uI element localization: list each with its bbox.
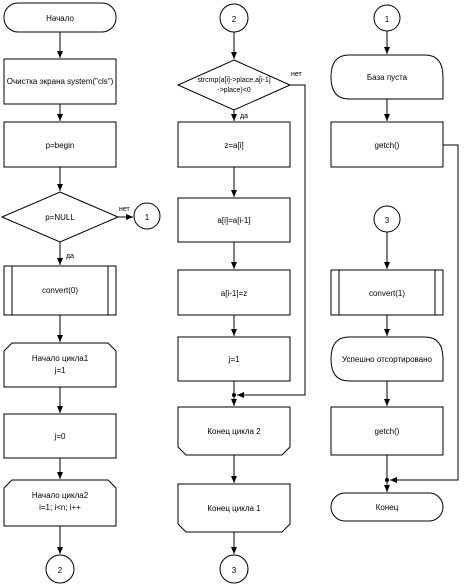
ai1-assign-text: a[i-1]=z <box>220 289 248 298</box>
db-empty-text: База пуста <box>366 73 408 82</box>
label-no-2: нет <box>291 71 302 78</box>
strcmp-decision <box>178 60 290 110</box>
connector-2-in-text: 2 <box>231 15 237 24</box>
getch-2-text: getch() <box>374 427 400 436</box>
j-1-text: j=1 <box>228 355 240 364</box>
clear-screen-text: Очистка экрана system("cls") <box>6 77 114 86</box>
getch-1-text: getch() <box>374 141 400 150</box>
connector-1-in-text: 1 <box>384 15 390 24</box>
junction-dot-2 <box>385 478 389 482</box>
convert-1-text: convert(1) <box>368 289 406 298</box>
connector-2-out-text: 2 <box>57 566 63 575</box>
p-null-text: p=NULL <box>45 213 75 222</box>
connector-3-in-text: 3 <box>384 216 390 225</box>
sorted-ok-text: Успешно отсортировано <box>341 355 433 364</box>
loop2-start-text-1: Начало цикла2 <box>31 491 89 500</box>
end-text: Конец <box>375 503 399 512</box>
strcmp-text-1: strcmp(a[i]->place,a[i-1] <box>197 77 271 84</box>
loop2-start-text-2: i=1; i<n; i++ <box>39 503 81 512</box>
loop1-end-text: Конец цикла 1 <box>207 504 261 513</box>
loop1-start-hexagon <box>4 343 116 387</box>
convert-0-text: convert(0) <box>41 286 79 295</box>
loop1-start-text-1: Начало цикла1 <box>31 354 89 363</box>
p-begin-text: p=begin <box>45 141 75 150</box>
connector-3-out-text: 3 <box>231 566 237 575</box>
label-yes-1: да <box>66 253 74 260</box>
z-ai-text: z=a[i] <box>224 141 244 150</box>
ai-assign-text: a[i]=a[i-1] <box>217 216 251 225</box>
start-text: Начало <box>46 14 74 23</box>
loop1-start-text-2: j=1 <box>54 366 66 375</box>
strcmp-text-2: ->place)<0 <box>217 87 251 94</box>
connector-1-out-text: 1 <box>144 213 150 222</box>
label-no-1: нет <box>119 206 130 213</box>
loop2-end-text: Конец цикла 2 <box>207 427 261 436</box>
junction-dot <box>232 393 236 397</box>
j-0-text: j=0 <box>54 432 66 441</box>
label-yes-2: да <box>240 113 248 120</box>
